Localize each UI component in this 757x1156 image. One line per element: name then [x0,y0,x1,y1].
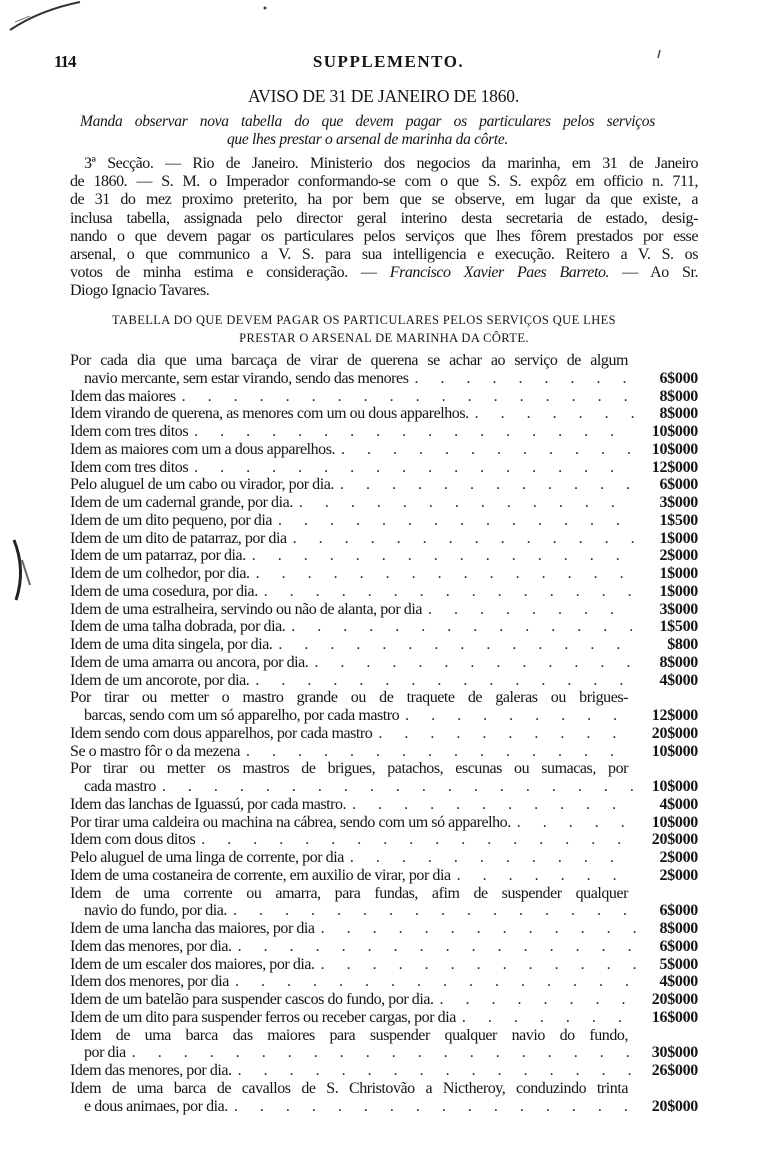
table-row [70,1044,698,1062]
row-description: Idem com tres ditos [70,458,189,476]
table-row [70,388,698,406]
dot-leader [334,476,636,494]
row-price: 16$000 [651,1008,698,1026]
dot-leader [315,920,636,938]
row-description: barcas, sendo com um só apparelho, por cada mastro [84,707,400,724]
dot-leader [511,814,636,832]
summary [80,113,655,149]
dot-leader [272,512,636,530]
table-row [70,1098,698,1116]
dot-leader [408,370,636,388]
table-row [70,849,698,867]
signatory: Francisco Xavier Paes Barreto. [389,264,610,282]
row-description: Pelo aluguel de uma linga de corrente, por dia [70,849,344,866]
row-price: 6$000 [659,902,698,920]
row-price: 12$000 [651,707,698,724]
table-row-text: Idem de uma corrente ou amarra, para fundas, afim de suspender qualquer [70,884,628,902]
row-description: Idem com dous ditos [70,831,196,849]
table-row [70,601,698,619]
table-row [70,743,698,761]
row-description: Idem das lanchas de Iguassú, por cada mastro. [70,795,347,813]
dot-leader [315,956,636,974]
dot-leader [456,1009,636,1027]
row-description: Idem de um escaler dos maiores, por dia. [70,955,315,973]
dot-leader [372,725,636,743]
row-description: por dia [84,1044,126,1062]
table-row [70,672,698,690]
dot-leader [229,973,636,991]
table-row [70,494,698,512]
row-description: Idem de um dito pequeno, por dia [70,511,272,529]
summary-line: que lhes prestar o arsenal de marinha da côrte. [226,131,509,148]
dot-leader [250,565,636,583]
row-price: 2$000 [659,547,698,565]
dot-leader [249,672,636,690]
paragraph-line: arsenal, o que communico a V. S. para sua intelligencia e execução. Reitero a V. S. os [70,246,698,264]
row-price: 8$000 [659,387,698,405]
row-description: Idem as maiores com um a dous apparelhos. [70,440,336,458]
row-price: 1$000 [659,529,698,547]
table-row [70,583,698,601]
row-price: 20$000 [651,1097,698,1115]
row-price: 8$000 [659,920,698,937]
paragraph-line: de 31 do mez proximo preterito, ha por bem que se observe, em lugar da que existe, a [70,191,698,209]
row-price: 5$000 [659,955,698,973]
row-price: 2$000 [659,849,698,866]
dot-leader [228,1098,636,1116]
dot-leader [232,938,636,956]
dot-leader [232,1062,636,1080]
row-description: navio do fundo, por dia. [84,902,227,920]
row-price: 1$000 [659,565,698,582]
row-description: Idem das menores, por dia. [70,1062,232,1079]
row-description: Idem das menores, por dia. [70,937,232,955]
paragraph-line: 3ª Secção. — Rio de Janeiro. Ministerio dos negocios da marinha, em 31 de Janeiro [84,155,698,172]
dot-leader [272,636,636,654]
row-price: 3$000 [659,494,698,511]
running-head: SUPPLEMENTO. [312,52,465,71]
table-row-text: Idem de uma barca de cavallos de S. Christovão a Nictheroy, conduzindo trinta [70,1079,628,1097]
dot-leader [156,778,636,796]
table-row [70,547,698,565]
table-row [70,867,698,885]
paragraph-line: Diogo Ignacio Tavares. [70,282,210,300]
row-description: Idem de um colhedor, por dia. [70,565,250,582]
dot-leader [188,459,636,477]
dot-leader [451,867,636,885]
row-price: 26$000 [651,1062,698,1079]
row-description: Idem de uma lancha das maiores, por dia [70,920,315,937]
table-row [70,991,698,1009]
table-heading [70,311,698,347]
table-row [70,1062,698,1080]
row-description: Idem sendo com dous apparelhos, por cada mastro [70,724,373,742]
table-row [70,530,698,548]
dot-leader [293,494,636,512]
row-description: Idem de uma cosedura, por dia. [70,582,258,600]
row-price: 10$000 [651,423,698,440]
row-price: 10$000 [651,778,698,795]
page-number: 114 [54,52,76,71]
row-description: Se o mastro fôr o da mezena [70,742,241,760]
row-price: 10$000 [651,742,698,760]
row-description: Idem com tres ditos [70,423,189,440]
row-description: Idem das maiores [70,387,176,405]
dot-leader [346,796,636,814]
table-row [70,938,698,956]
row-price: 10$000 [651,440,698,458]
row-description: Idem de um dito para suspender ferros ou receber cargas, por dia [70,1008,456,1026]
table-row [70,707,698,725]
row-price: 3$000 [659,600,698,618]
row-price: 4$000 [659,795,698,813]
table-row [70,636,698,654]
row-description: Idem virando de querena, as menores com um ou dous apparelhos. [70,405,469,423]
table-row [70,618,698,636]
dot-leader [434,991,636,1009]
row-price: 4$000 [659,973,698,991]
dot-leader [344,849,636,867]
dot-leader [126,1044,636,1062]
row-price: 8$000 [659,405,698,423]
row-price: 2$000 [659,866,698,884]
dot-leader [176,388,636,406]
row-price: 6$000 [659,937,698,955]
row-price: $800 [667,636,698,653]
row-description: Idem de uma dita singela, por dia. [70,636,273,653]
row-description: Idem de uma amarra ou ancora, por dia. [70,653,309,671]
paragraph-line: de 1860. — S. M. o Imperador conformando-se com o que S. S. expôz em officio n. 711, [70,173,698,191]
table-row [70,778,698,796]
row-price: 12$000 [651,458,698,476]
row-price: 6$000 [659,476,698,494]
row-description: Idem de um cadernal grande, por dia. [70,494,293,511]
table-row [70,814,698,832]
row-description: e dous animaes, por dia. [84,1097,228,1115]
table-row [70,476,698,494]
paragraph-text: votos de minha estima e consideração. — [70,264,390,282]
row-price: 20$000 [651,991,698,1008]
body-paragraph [70,155,698,301]
table-row-text: Por tirar ou metter os mastros de brigues, patachos, escunas ou sumacas, por [70,760,628,778]
row-price: 4$000 [659,671,698,689]
dot-leader [469,405,636,423]
table-row [70,405,698,423]
row-description: Pelo aluguel de um cabo ou virador, por dia. [70,476,334,494]
row-price: 6$000 [659,369,698,387]
row-description: Idem de um ancorote, por dia. [70,671,250,689]
table-row [70,902,698,920]
row-description: Idem dos menores, por dia [70,973,229,991]
table-row [70,796,698,814]
row-price: 30$000 [651,1044,698,1062]
dot-leader [399,707,636,725]
table-row [70,459,698,477]
table-row-text: Idem de uma barca das maiores para suspender qualquer navio do fundo, [70,1026,628,1044]
dot-leader [246,547,636,565]
summary-line: Manda observar nova tabella do que devem pagar os particulares pelos serviços [80,113,655,130]
dot-leader [188,423,636,441]
dot-leader [422,601,636,619]
row-description: Idem de um batelão para suspender cascos do fundo, por dia. [70,991,434,1008]
dot-leader [335,441,636,459]
dot-leader [240,743,636,761]
row-price: 20$000 [651,831,698,849]
table-row [70,956,698,974]
dot-leader [227,902,636,920]
table-row [70,441,698,459]
row-description: Idem de uma estralheira, servindo ou não de alanta, por dia [70,600,422,618]
row-description: navio mercante, sem estar virando, sendo das menores [84,369,409,387]
table-row [70,565,698,583]
table-row-text: Por cada dia que uma barcaça de virar de querena se achar ao serviço de algum [70,352,628,369]
table-row [70,423,698,441]
table-row [70,370,698,388]
price-table [70,352,698,1115]
dot-leader [258,583,636,601]
table-row [70,1009,698,1027]
row-description: Idem de uma talha dobrada, por dia. [70,618,286,636]
dot-leader [285,618,636,636]
table-row [70,973,698,991]
dot-leader [287,530,636,548]
row-description: cada mastro [84,778,156,795]
row-description: Idem de um dito de patarraz, por dia [70,529,287,547]
table-row [70,920,698,938]
table-heading-line: TABELLA DO QUE DEVEM PAGAR OS PARTICULARES PELOS SERVIÇOS QUE LHES [112,313,617,327]
row-description: Por tirar uma caldeira ou machina na cábrea, sendo com um só apparelho. [70,813,511,831]
row-price: 20$000 [651,724,698,742]
table-row [70,512,698,530]
table-row [70,831,698,849]
table-heading-line: PRESTAR O ARSENAL DE MARINHA DA CÔRTE. [239,331,529,345]
paragraph-line [70,264,698,282]
paragraph-line: inclusa tabella, assignada pelo director geral interino desta secretaria de estado, desig- [70,209,698,227]
dot-leader [308,654,636,672]
row-price: 1$000 [659,582,698,600]
row-price: 1$500 [659,618,698,636]
row-price: 8$000 [659,653,698,671]
dot-leader [195,831,636,849]
row-description: Idem de uma costaneira de corrente, em auxilio de virar, por dia [70,866,451,884]
paragraph-line: nando o que devem pagar os particulares pelos serviços que lhes fôrem prestados por esse [70,227,698,245]
row-price: 1$500 [659,511,698,529]
document-title: AVISO DE 31 DE JANEIRO DE 1860. [247,86,520,106]
table-row [70,725,698,743]
row-description: Idem de um patarraz, por dia. [70,547,246,565]
table-row [70,654,698,672]
table-row-text: Por tirar ou metter o mastro grande ou de traquete de galeras ou brigues- [70,689,628,707]
paragraph-text: — Ao Sr. [609,264,698,282]
row-price: 10$000 [651,813,698,831]
